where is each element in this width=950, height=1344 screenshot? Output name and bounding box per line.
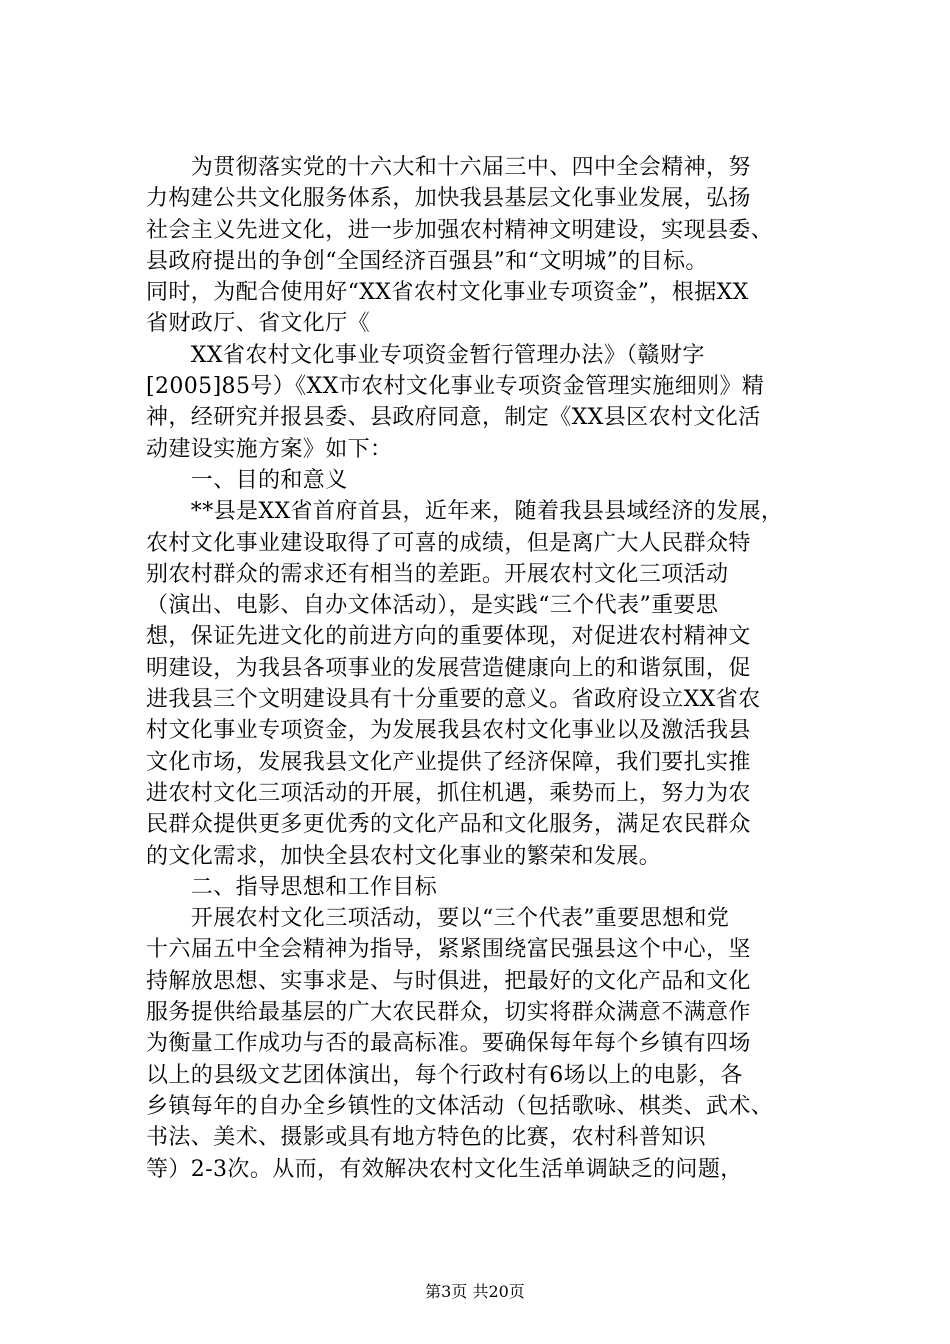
- text-line: 为贯彻落实党的十六大和十六届三中、四中全会精神，努: [146, 155, 751, 180]
- text-line: 文化市场，发展我县文化产业提供了经济保障，我们要扎实推: [146, 749, 751, 775]
- text-line: 县政府提出的争创“全国经济百强县”和“文明城”的目标。: [146, 248, 708, 274]
- text-line: 以上的县级文艺团体演出，每个行政村有6场以上的电影，各: [146, 1062, 743, 1088]
- text-line: 动建设实施方案》如下：: [146, 436, 393, 462]
- text-line: 服务提供给最基层的广大农民群众，切实将群众满意不满意作: [146, 1000, 751, 1026]
- text-line: 村文化事业专项资金，为发展我县农村文化事业以及激活我县: [146, 718, 751, 744]
- document-body: [146, 152, 836, 1185]
- text-line: 等）2-3次。从而，有效解决农村文化生活单调缺乏的问题，: [146, 1156, 743, 1182]
- text-line: 想，保证先进文化的前进方向的重要体现，对促进农村精神文: [146, 624, 751, 650]
- text-line: 的文化需求，加快全县农村文化事业的繁荣和发展。: [146, 843, 662, 869]
- text-line: XX省农村文化事业专项资金暂行管理办法》（赣财字: [146, 342, 705, 368]
- text-line: 二、指导思想和工作目标: [146, 874, 438, 900]
- text-line: 十六届五中全会精神为指导，紧紧围绕富民强县这个中心，坚: [146, 937, 751, 963]
- text-line: 书法、美术、摄影或具有地方特色的比赛，农村科普知识: [146, 1125, 707, 1151]
- text-line: 社会主义先进文化，进一步加强农村精神文明建设，实现县委、: [146, 217, 774, 243]
- text-line: 农村文化事业建设取得了可喜的成绩，但是离广大人民群众特: [146, 530, 751, 556]
- text-line: 乡镇每年的自办全乡镇性的文体活动（包括歌咏、棋类、武术、: [146, 1093, 774, 1119]
- text-line: 开展农村文化三项活动，要以“三个代表”重要思想和党: [146, 906, 730, 932]
- document-text: [146, 152, 836, 1185]
- page-footer: 第3页 共20页: [425, 1282, 525, 1301]
- text-line: 进农村文化三项活动的开展，抓住机遇，乘势而上，努力为农: [146, 780, 751, 806]
- text-line: 一、目的和意义: [146, 467, 348, 493]
- text-line: 民群众提供更多更优秀的文化产品和文化服务，满足农民群众: [146, 812, 751, 838]
- text-line: [2005]85号）《XX市农村文化事业专项资金管理实施细则》精: [146, 374, 765, 400]
- text-line: 力构建公共文化服务体系，加快我县基层文化事业发展，弘扬: [146, 186, 751, 212]
- text-line: （演出、电影、自办文体活动），是实践“三个代表”重要思: [146, 593, 719, 619]
- text-line: 进我县三个文明建设具有十分重要的意义。省政府设立XX省农: [146, 687, 761, 713]
- text-line: 别农村群众的需求还有相当的差距。开展农村文化三项活动: [146, 561, 729, 587]
- text-line: 省财政厅、省文化厅《: [146, 311, 371, 337]
- text-line: 为衡量工作成功与否的最高标准。要确保每年每个乡镇有四场: [146, 1031, 751, 1057]
- text-line: **县是XX省首府首县，近年来，随着我县县域经济的发展，: [146, 499, 784, 525]
- text-line: 明建设，为我县各项事业的发展营造健康向上的和谐氛围，促: [146, 655, 751, 681]
- text-line: 神，经研究并报县委、县政府同意，制定《XX县区农村文化活: [146, 405, 761, 431]
- text-line: 持解放思想、实事求是、与时俱进，把最好的文化产品和文化: [146, 968, 751, 994]
- text-line: 同时，为配合使用好“XX省农村文化事业专项资金”，根据XX: [146, 280, 749, 306]
